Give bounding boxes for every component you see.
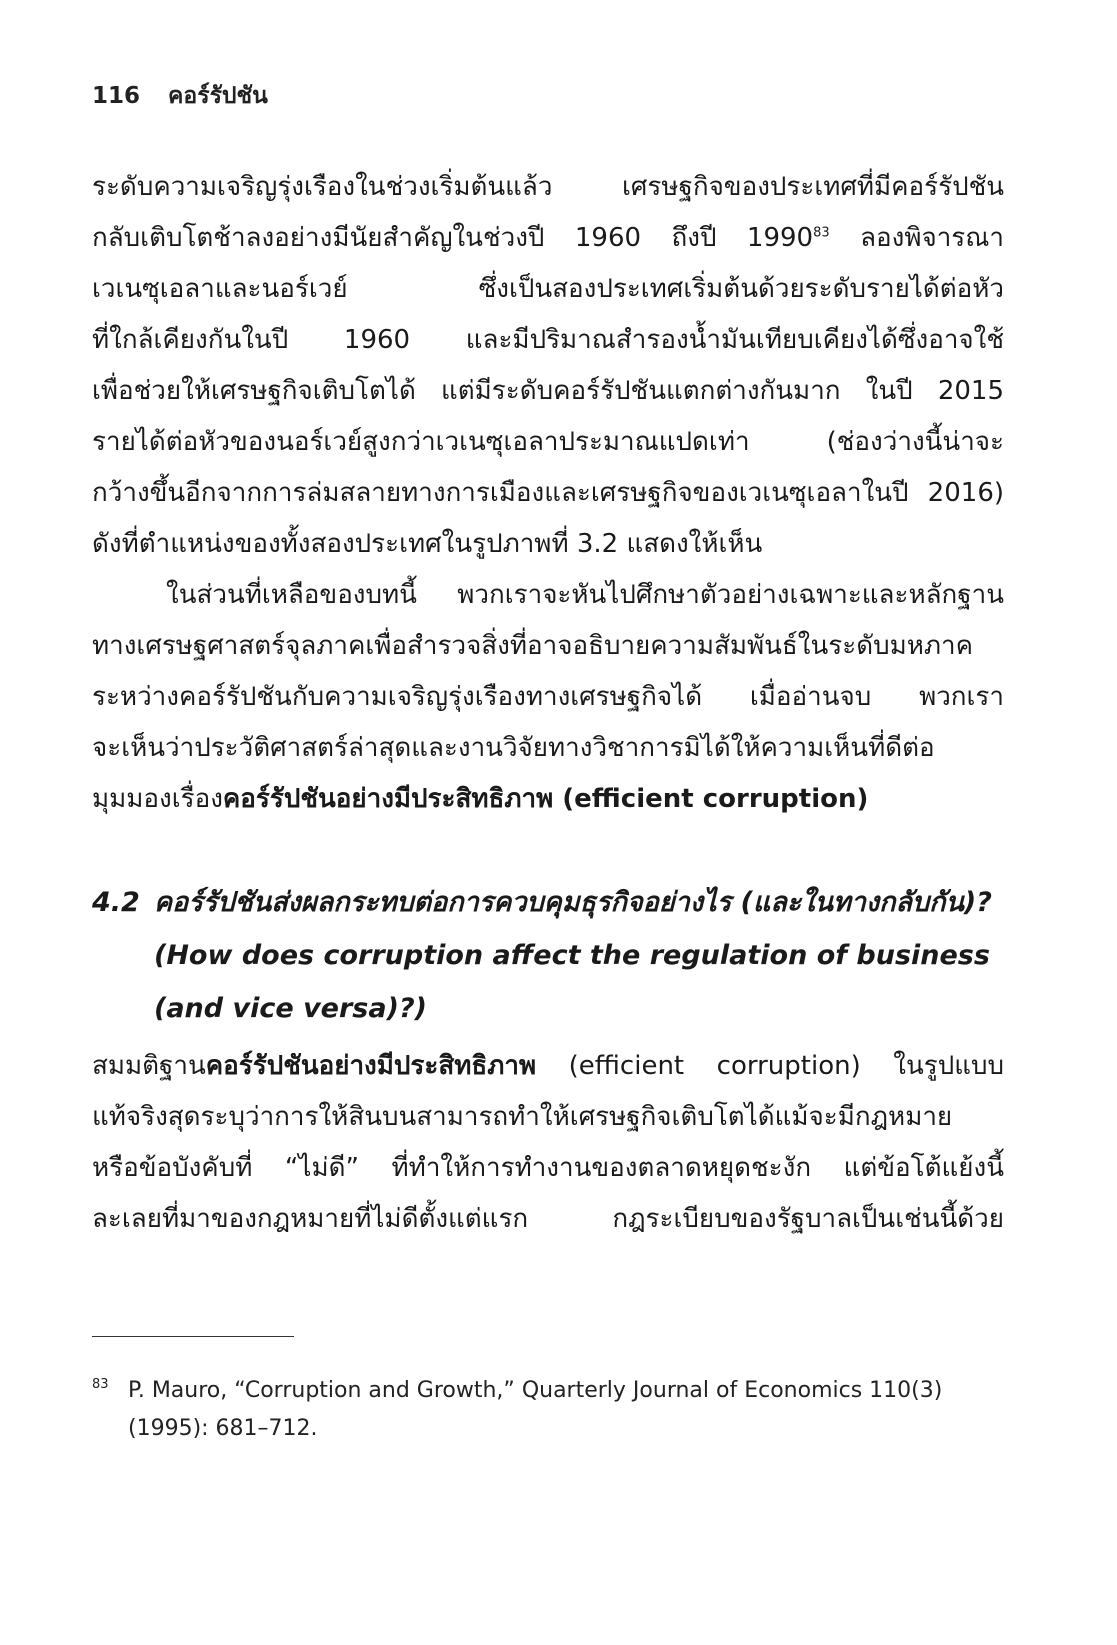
paragraph-line: หรือข้อบังคับที่ “ไม่ดี” ที่ทำให้การทำงานของตลาดหยุดชะงัก แต่ข้อโต้แย้งนี้ xyxy=(92,1153,1004,1183)
section-number: 4.2 xyxy=(92,887,140,918)
paragraph-3 xyxy=(92,1041,1004,1245)
bold-term: คอร์รัปชันอย่างมีประสิทธิภาพ xyxy=(205,1051,537,1081)
paragraph-line: ที่ใกล้เคียงกันในปี 1960 และมีปริมาณสำรองน้ำมันเทียบเคียงได้ซึ่งอาจใช้ xyxy=(92,325,1004,355)
line-text-tail: (efficient corruption) ในรูปแบบ xyxy=(536,1051,1004,1081)
paragraph-line: จะเห็นว่าประวัติศาสตร์ล่าสุดและงานวิจัยทางวิชาการมิได้ให้ความเห็นที่ดีต่อ xyxy=(92,733,935,763)
paragraph-line: ดังที่ตำแหน่งของทั้งสองประเทศในรูปภาพที่ 3.2 แสดงให้เห็น xyxy=(92,529,763,559)
footnote-reference: 83 xyxy=(813,225,830,241)
footnote xyxy=(92,1372,972,1448)
line-text: กลับเติบโตช้าลงอย่างมีนัยสำคัญในช่วงปี 1960 ถึงปี 1990 xyxy=(92,223,814,253)
section-heading xyxy=(92,876,992,1035)
line-text: สมมติฐาน xyxy=(92,1051,206,1081)
paragraph-line: ละเลยที่มาของกฎหมายที่ไม่ดีตั้งแต่แรก กฎระเบียบของรัฐบาลเป็นเช่นนี้ด้วย xyxy=(92,1204,1004,1234)
footnote-line: P. Mauro, “Corruption and Growth,” Quarterly Journal of Economics 110(3) xyxy=(128,1378,943,1403)
paragraph-2 xyxy=(92,570,1004,825)
footnote-number: 83 xyxy=(92,1377,109,1392)
paragraph-line xyxy=(92,774,1004,825)
footnote-line: (1995): 681–712. xyxy=(128,1416,318,1441)
book-title: คอร์รัปชัน xyxy=(168,83,268,109)
paragraph-line: แท้จริงสุดระบุว่าการให้สินบนสามารถทำให้เศรษฐกิจเติบโตได้แม้จะมีกฎหมาย xyxy=(92,1102,953,1132)
paragraph-line: เวเนซุเอลาและนอร์เวย์ ซึ่งเป็นสองประเทศเริ่มต้นด้วยระดับรายได้ต่อหัว xyxy=(92,274,1004,304)
paragraph-line: รายได้ต่อหัวของนอร์เวย์สูงกว่าเวเนซุเอลาประมาณแปดเท่า (ช่องว่างนี้น่าจะ xyxy=(92,427,1004,457)
paragraph-line: ระดับความเจริญรุ่งเรืองในช่วงเริ่มต้นแล้ว เศรษฐกิจของประเทศที่มีคอร์รัปชัน xyxy=(92,172,1004,202)
footnote-divider xyxy=(92,1336,294,1337)
paragraph-1 xyxy=(92,162,1004,570)
paragraph-line xyxy=(92,213,1004,264)
section-heading-line: คอร์รัปชันส่งผลกระทบต่อการควบคุมธุรกิจอย่างไร (และในทางกลับกัน)? xyxy=(154,887,992,918)
paragraph-line xyxy=(92,1041,1004,1092)
paragraph-line: ระหว่างคอร์รัปชันกับความเจริญรุ่งเรืองทางเศรษฐกิจได้ เมื่ออ่านจบ พวกเรา xyxy=(92,682,1004,712)
bold-term: คอร์รัปชันอย่างมีประสิทธิภาพ (efficient corruption) xyxy=(222,784,869,814)
section-heading-line: (How does corruption affect the regulation of business xyxy=(154,940,990,971)
paragraph-line: ในส่วนที่เหลือของบทนี้ พวกเราจะหันไปศึกษาตัวอย่างเฉพาะและหลักฐาน xyxy=(166,580,1004,610)
paragraph-line: ทางเศรษฐศาสตร์จุลภาคเพื่อสำรวจสิ่งที่อาจอธิบายความสัมพันธ์ในระดับมหภาค xyxy=(92,631,973,661)
section-heading-line: (and vice versa)?) xyxy=(154,993,427,1024)
page-number: 116 xyxy=(92,83,141,109)
paragraph-line: กว้างขึ้นอีกจากการล่มสลายทางการเมืองและเศรษฐกิจของเวเนซุเอลาในปี 2016) xyxy=(92,478,1004,508)
running-head xyxy=(92,78,268,114)
line-text-tail: ลองพิจารณา xyxy=(829,223,1004,253)
paragraph-line: เพื่อช่วยให้เศรษฐกิจเติบโตได้ แต่มีระดับคอร์รัปชันแตกต่างกันมาก ในปี 2015 xyxy=(92,376,1004,406)
line-text: มุมมองเรื่อง xyxy=(92,784,223,814)
